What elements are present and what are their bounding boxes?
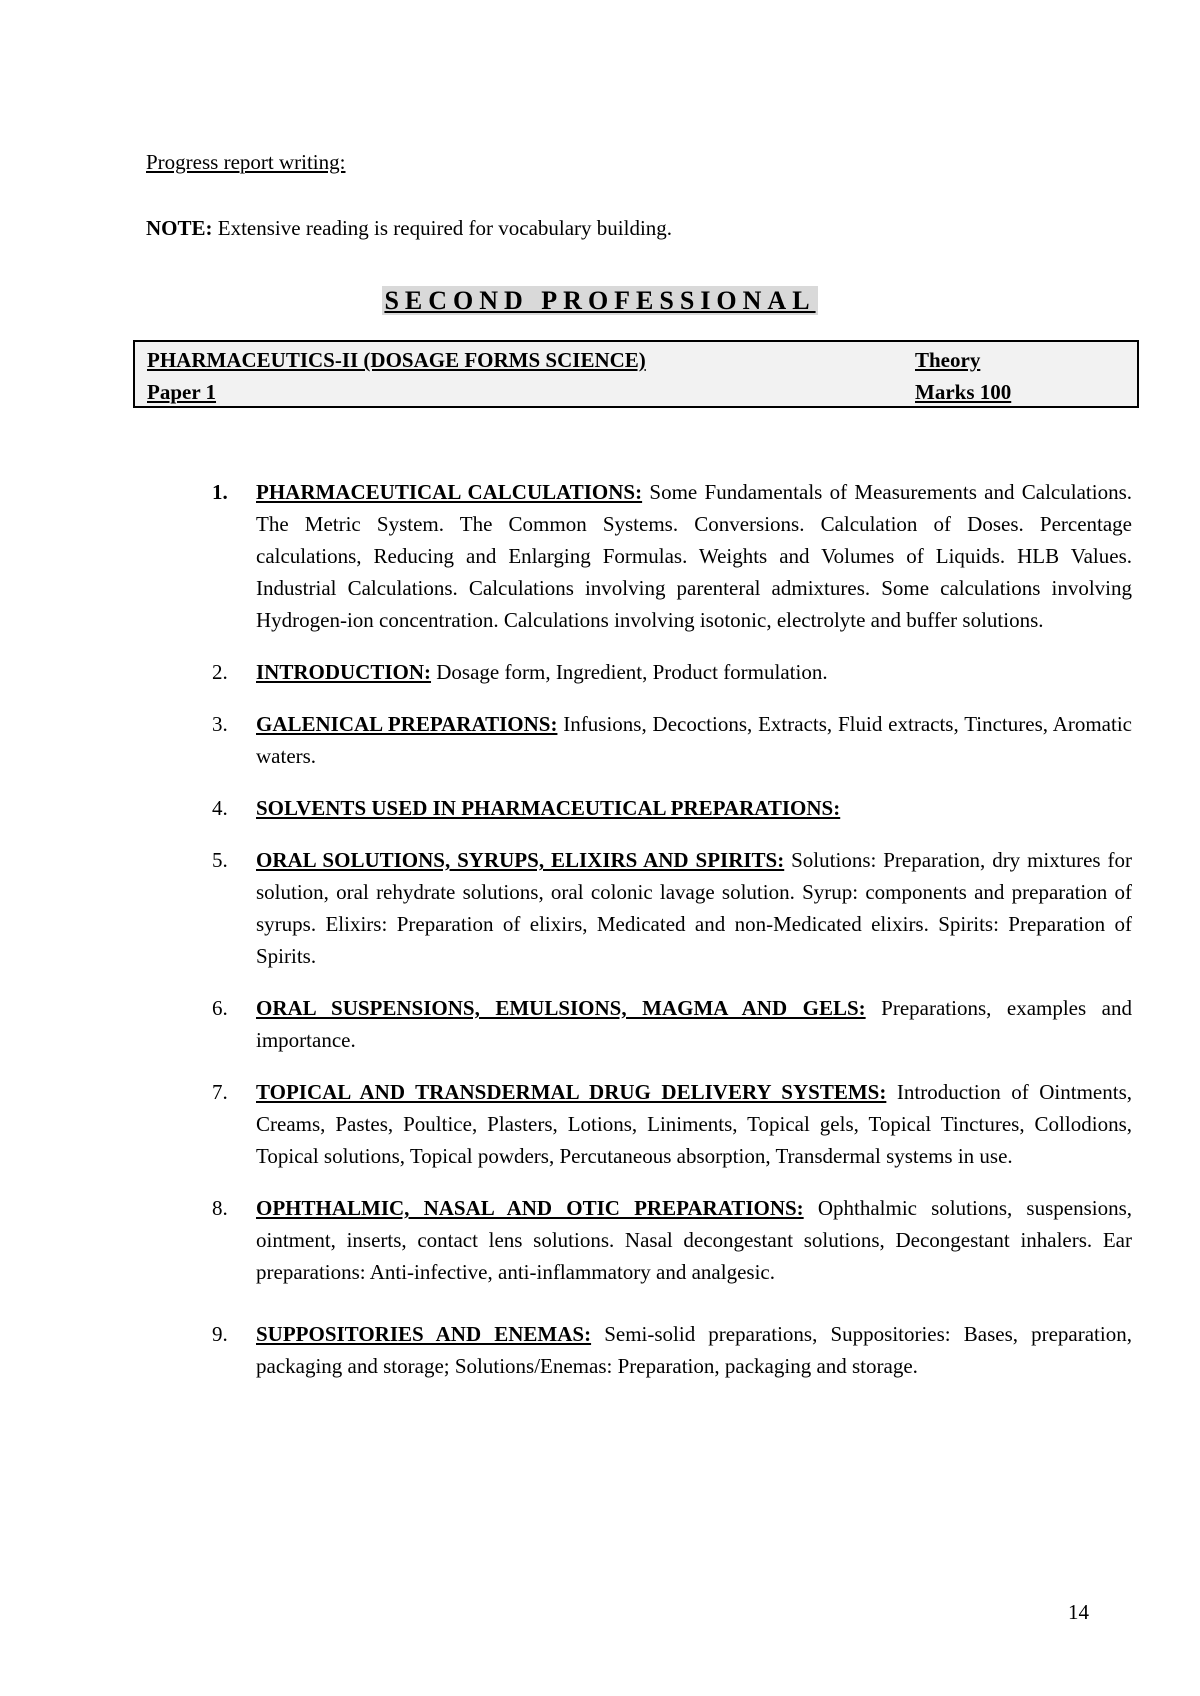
topic-item — [212, 1192, 1132, 1288]
topic-item — [212, 992, 1132, 1056]
topic-heading: TOPICAL AND TRANSDERMAL DRUG DELIVERY SYSTEMS: — [256, 1080, 887, 1104]
topic-body: Some Fundamentals of Measurements and Calculations. The Metric System. The Common Systems. Conversions. Calculation of Doses. Percentage calculations, Reducing and Enlarging Formulas. Weights and Volumes of Liquids. HLB Values. Industrial Calculations. Calculations involving parenteral admixtures. Some calculations involving Hydrogen-ion concentration. Calculations involving isotonic, electrolyte and buffer solutions. — [256, 480, 1132, 632]
topic-body: Dosage form, Ingredient, Product formulation. — [431, 660, 828, 684]
progress-report-heading: Progress report writing: — [146, 150, 346, 174]
topic-heading: INTRODUCTION: — [256, 660, 432, 684]
course-paper: Paper 1 — [147, 380, 217, 404]
topic-item — [212, 1076, 1132, 1172]
section-title-text: SECOND PROFESSIONAL — [384, 286, 816, 315]
topic-heading: ORAL SOLUTIONS, SYRUPS, ELIXIRS AND SPIRITS: — [256, 848, 785, 872]
topic-heading: ORAL SUSPENSIONS, EMULSIONS, MAGMA AND GELS: — [256, 996, 866, 1020]
topic-number: 7. — [212, 1080, 228, 1104]
page-number: 14 — [1068, 1600, 1089, 1624]
topic-heading: SOLVENTS USED IN PHARMACEUTICAL PREPARATIONS: — [256, 796, 841, 820]
topic-item — [212, 708, 1132, 772]
course-marks: Marks 100 — [915, 380, 1012, 404]
note-paragraph — [146, 214, 672, 242]
course-info-box — [133, 340, 1139, 408]
topic-number: 3. — [212, 712, 228, 736]
topic-number: 6. — [212, 996, 228, 1020]
note-text: Extensive reading is required for vocabulary building. — [212, 216, 673, 240]
course-title: PHARMACEUTICS-II (DOSAGE FORMS SCIENCE) — [147, 348, 646, 372]
topic-heading: PHARMACEUTICAL CALCULATIONS: — [256, 480, 643, 504]
topic-body: Preparations, examples and importance. — [256, 996, 1133, 1052]
topic-number: 5. — [212, 848, 228, 872]
note-label: NOTE: — [146, 216, 213, 240]
topic-item — [212, 476, 1132, 636]
topic-heading: GALENICAL PREPARATIONS: — [256, 712, 558, 736]
topic-number: 9. — [212, 1322, 228, 1346]
topic-body: Infusions, Decoctions, Extracts, Fluid extracts, Tinctures, Aromatic waters. — [256, 712, 1132, 768]
topic-heading: OPHTHALMIC, NASAL AND OTIC PREPARATIONS: — [256, 1196, 804, 1220]
course-type: Theory — [915, 348, 981, 372]
topic-body: Semi-solid preparations, Suppositories: Bases, preparation, packaging and storage; Solutions/Enemas: Preparation, packaging and storage. — [256, 1322, 1132, 1378]
topic-item — [212, 656, 1132, 688]
topic-number: 2. — [212, 660, 228, 684]
topic-body: Introduction of Ointments, Creams, Pastes, Poultice, Plasters, Lotions, Liniments, Topical gels, Topical Tinctures, Collodions, Topical solutions, Topical powders, Percutaneous absorption, Transdermal systems in use. — [256, 1080, 1132, 1168]
topic-number: 8. — [212, 1196, 228, 1220]
topic-number: 1. — [212, 480, 228, 504]
section-title — [0, 284, 1200, 318]
topic-number: 4. — [212, 796, 228, 820]
topic-item — [212, 1318, 1132, 1382]
topic-body: Ophthalmic solutions, suspensions, ointment, inserts, contact lens solutions. Nasal decongestant solutions, Decongestant inhalers. Ear preparations: Anti-infective, anti-inflammatory and analgesic. — [256, 1196, 1132, 1284]
topic-list — [212, 476, 1132, 1402]
topic-body: Solutions: Preparation, dry mixtures for solution, oral rehydrate solutions, oral colonic lavage solution. Syrup: components and preparation of syrups. Elixirs: Preparation of elixirs, Medicated and non-Medicated elixirs. Spirits: Preparation of Spirits. — [256, 848, 1132, 968]
topic-heading: SUPPOSITORIES AND ENEMAS: — [256, 1322, 592, 1346]
topic-item — [212, 844, 1132, 972]
topic-item — [212, 792, 1132, 824]
